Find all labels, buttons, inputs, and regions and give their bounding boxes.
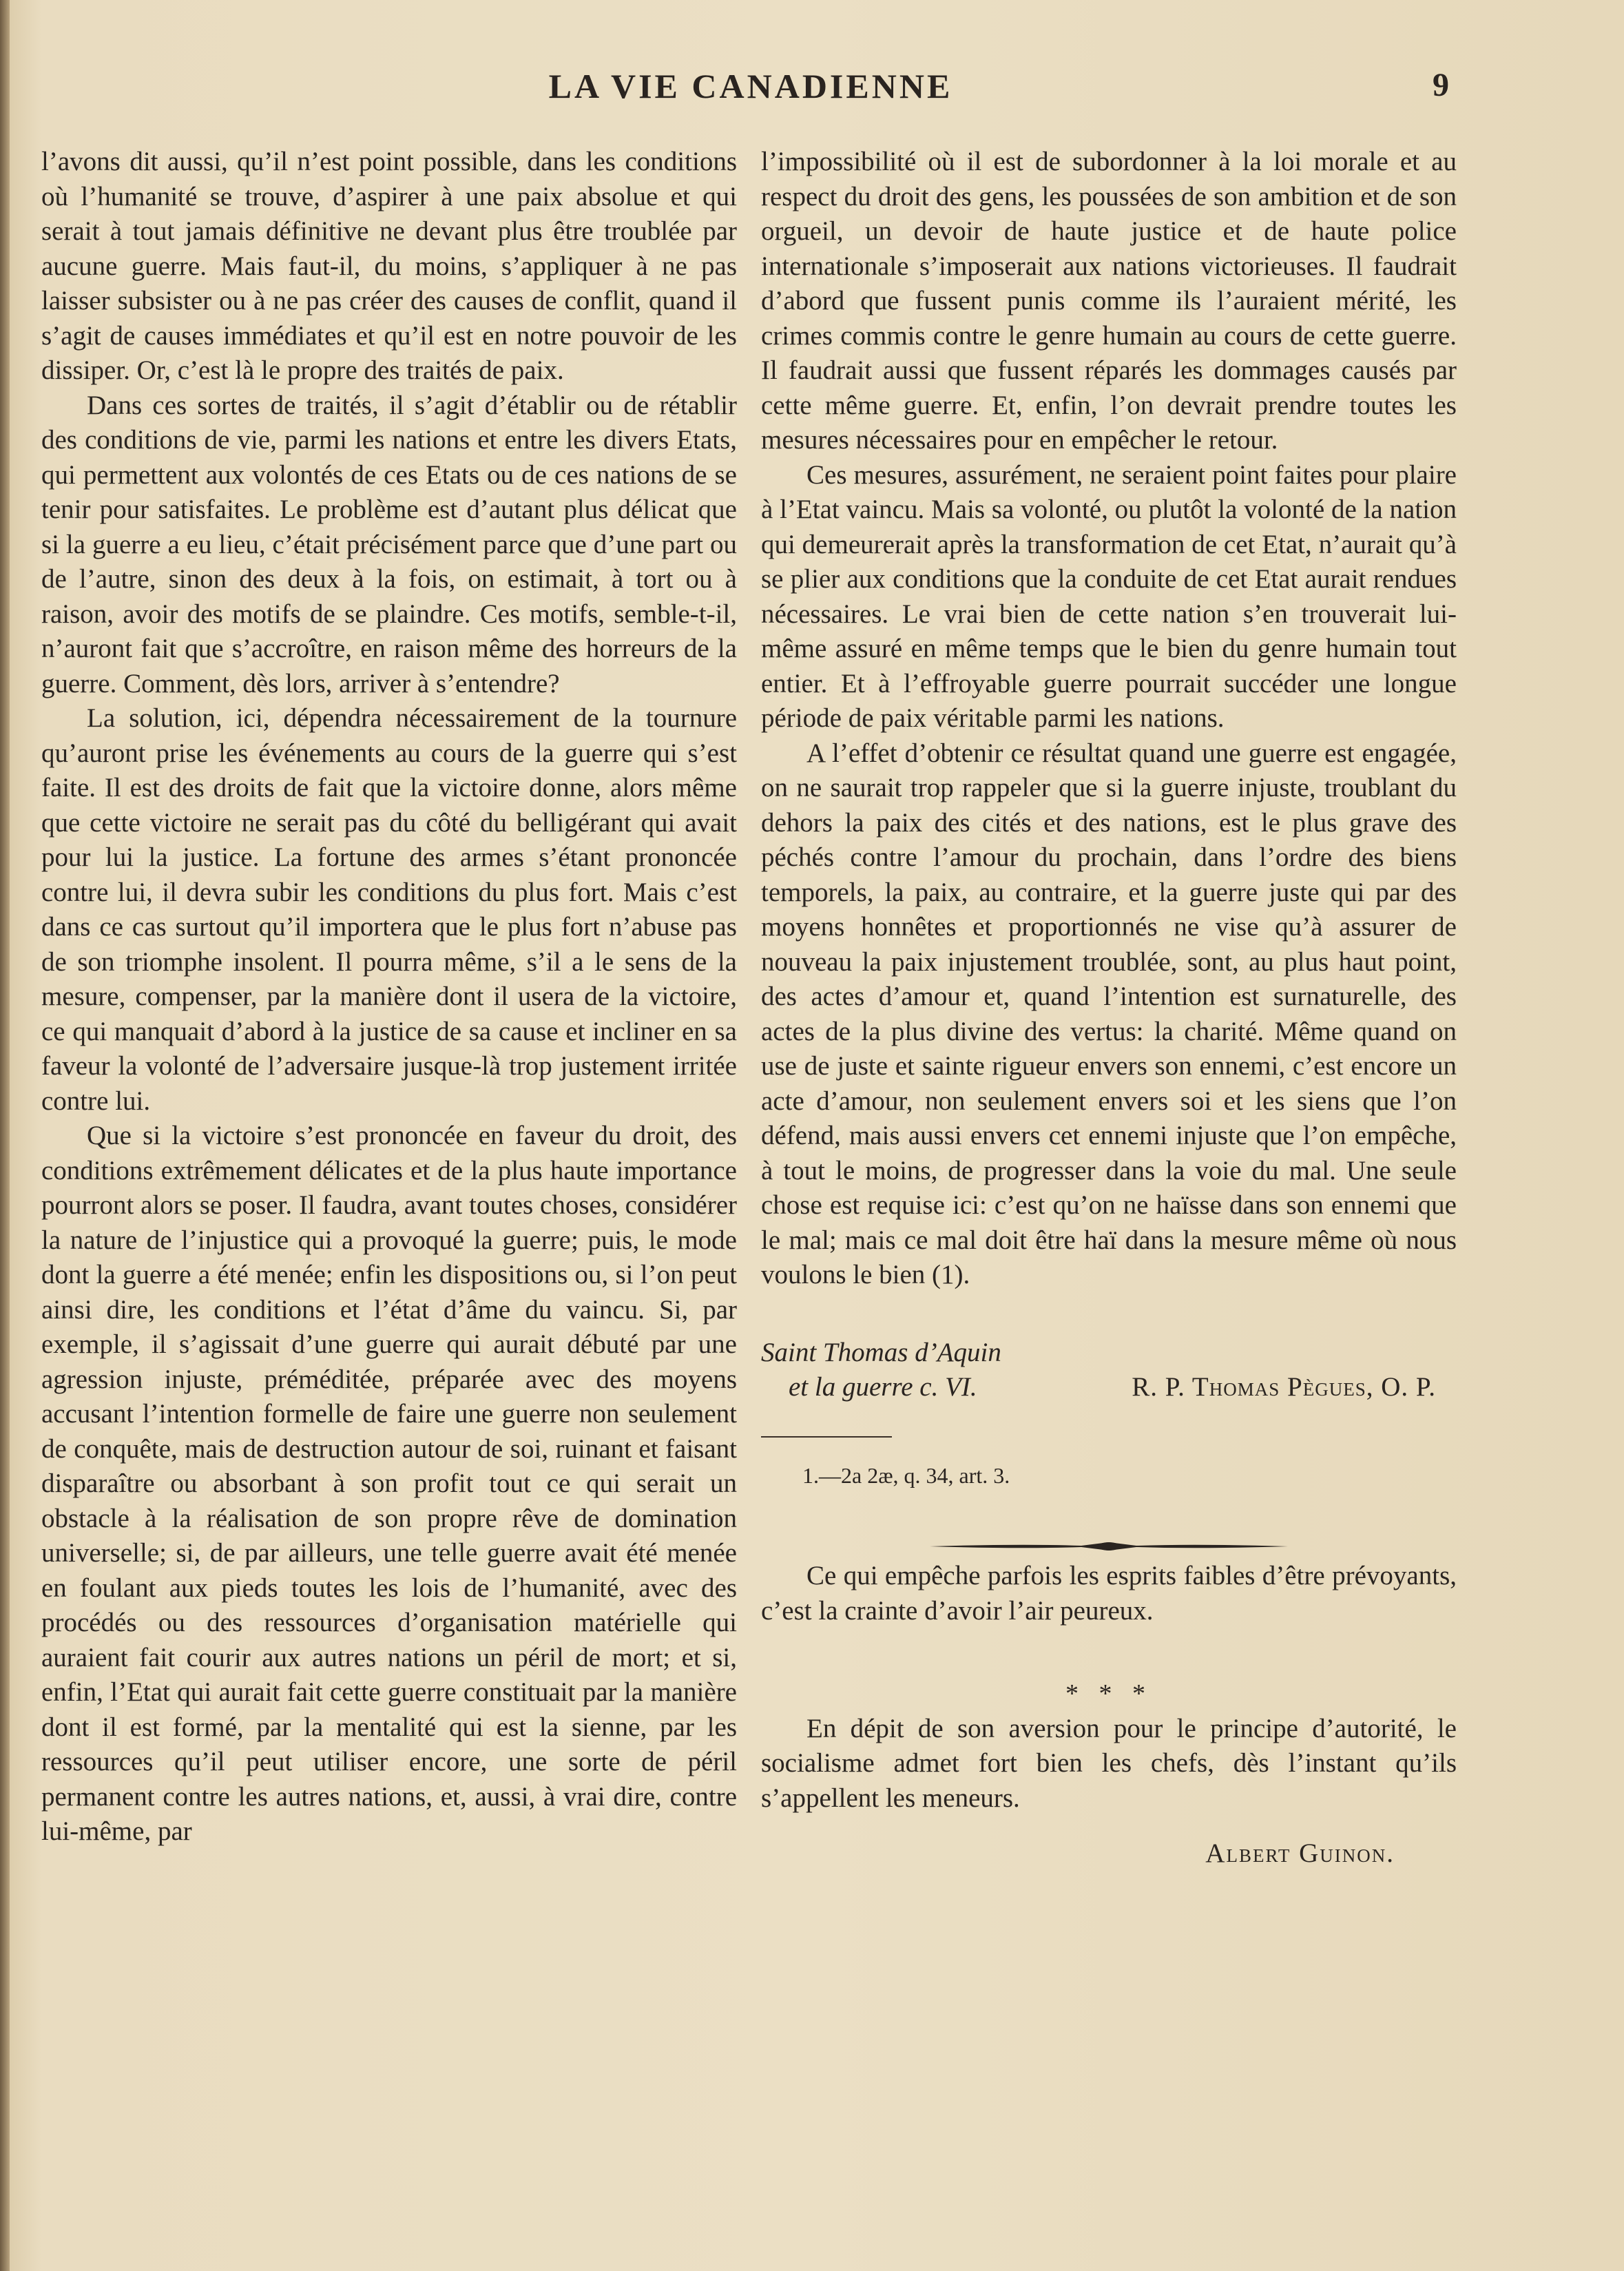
article-signature: [761, 1336, 1457, 1411]
section-asterism: * * *: [1065, 1679, 1152, 1708]
publication-title: LA VIE CANADIENNE: [548, 67, 953, 105]
source-line-1: Saint Thomas d’Aquin: [761, 1337, 1001, 1367]
ornamental-divider: [930, 1534, 1288, 1559]
paragraph: Ces mesures, assurément, ne seraient point faites pour plaire à l’Etat vaincu. Mais sa volonté, ou plutôt la volonté de la nation qui demeurerait après la transformation de cet Etat, n’aurait qu’à se plier aux conditions que la conduite de cet Etat aurait rendues nécessaires. Le vrai bien de cette nation s’en trouverait lui-même assuré en même temps que le bien du genre humain tout entier. Et à l’effroyable guerre pourrait succéder une longue période de paix véritable parmi les nations.: [761, 459, 1457, 733]
left-column: [41, 145, 737, 1849]
running-header: [0, 66, 1624, 121]
article-author: R. P. Thomas Pègues, O. P.: [1132, 1371, 1436, 1402]
source-reference: [761, 1336, 1001, 1404]
paragraph: A l’effet d’obtenir ce résultat quand une guerre est engagée, on ne saurait trop rappeler que si la guerre injuste, troublant du dehors la paix des cités et des nations, est le plus grave des péchés contre l’amour du prochain, dans l’ordre des biens temporels, la paix, au contraire, et la guerre juste qui par des moyens honnêtes et proportionnés ne vise qu’à assurer de nouveau la paix injustement troublée, sont, au plus haut point, des actes d’amour et, quand l’intention est surnaturelle, des actes de la plus divine des vertus: la charité. Même quand on use de juste et sainte rigueur envers son ennemi, c’est encore un acte d’amour, non seulement envers soi et les siens que l’on défend, mais aussi envers cet ennemi injuste que l’on empêche, à tout le moins, de progresser dans la voie du mal. Une seule chose est requise ici: c’est qu’on ne haïsse dans son ennemi que le mal; mais ce mal doit être haï dans la mesure même où nous voulons le bien (1).: [761, 738, 1457, 1289]
footnote-rule: [761, 1436, 892, 1438]
page-binding-edge: [0, 0, 10, 2271]
footnote: 1.—2a 2æ, q. 34, art. 3.: [802, 1462, 1010, 1488]
page-number: 9: [1433, 67, 1449, 103]
paragraph: l’avons dit aussi, qu’il n’est point possible, dans les conditions où l’humanité se trouve, d’aspirer à une paix absolue et qui serait à tout jamais définitive ne devant plus être troublée par aucune guerre. Mais faut-il, du moins, s’appliquer à ne pas laisser subsister ou à ne pas créer des causes de conflit, quand il s’agit de causes immédiates et qu’il est en notre pouvoir de les dissiper. Or, c’est là le propre des traités de paix.: [41, 147, 737, 385]
paragraph: Dans ces sortes de traités, il s’agit d’établir ou de rétablir des conditions de vie, parmi les nations et entre les divers Etats, qui permettent aux volontés de ces Etats ou de ces nations de se tenir pour satisfaites. Le problème est d’autant plus délicat que si la guerre a eu lieu, c’était précisément parce que d’une part ou de l’autre, sinon des deux à la fois, on estimait, à tort ou à raison, avoir des motifs de se plaindre. Ces motifs, semble-t-il, n’auront fait que s’accroître, en raison même des horreurs de la guerre. Comment, dès lors, arriver à s’entendre?: [41, 390, 737, 698]
right-column: [761, 145, 1457, 1871]
maxim: Ce qui empêche parfois les esprits faibles d’être prévoyants, c’est la crainte d’avoir l’air peureux.: [761, 1561, 1457, 1626]
maxim: En dépit de son aversion pour le principe d’autorité, le socialisme admet fort bien les chefs, dès l’instant qu’ils s’appellent les meneurs.: [761, 1713, 1457, 1813]
source-line-2: et la guerre c. VI.: [789, 1371, 977, 1402]
paragraph: La solution, ici, dépendra nécessairement de la tournure qu’auront prise les événements au cours de la guerre qui s’est faite. Il est des droits de fait que la victoire donne, alors même que cette victoire ne serait pas du côté du belligérant qui avait pour lui la justice. La fortune des armes s’étant prononcée contre lui, il devra subir les conditions du plus fort. Mais c’est dans ce cas surtout qu’il importera que le plus fort n’abuse pas de son triomphe insolent. Il pourra même, s’il a le sens de la mesure, compenser, par la manière dont il usera de la victoire, ce qui manquait d’abord à la justice de sa cause et incliner en sa faveur la volonté de l’adversaire jusque-là trop justement irritée contre lui.: [41, 703, 737, 1116]
paragraph: Que si la victoire s’est prononcée en faveur du droit, des conditions extrêmement délicates et de la plus haute importance pourront alors se poser. Il faudra, avant toutes choses, considérer la nature de l’injustice qui a provoqué la guerre; puis, le mode dont la guerre a été menée; enfin les dispositions ou, si l’on peut ainsi dire, les conditions et l’état d’âme du vaincu. Si, par exemple, il s’agissait d’une guerre qui aurait débuté par une agression injuste, préméditée, préparée avec des moyens accusant l’intention formelle de faire une guerre non seulement de conquête, mais de destruction autour de soi, ruinant et faisant disparaître ou absorbant à son profit tout ce qui serait un obstacle à la réalisation de son propre rêve de domination universelle; si, de par ailleurs, une telle guerre avait été menée en foulant aux pieds toutes les lois de l’humanité, avec des procédés ou des ressources d’organisation matérielle qui auraient fait courir aux autres nations un péril de mort; et si, enfin, l’Etat qui aurait fait cette guerre constituait par la manière dont il est formé, par la mentalité qui est la sienne, par les ressources qu’il peut utiliser encore, une sorte de péril permanent contre les autres nations, et, aussi, à vrai dire, contre lui-même, par: [41, 1121, 737, 1846]
maxim-author: Albert Guinon.: [1205, 1838, 1395, 1868]
paragraph: l’impossibilité où il est de subordonner à la loi morale et au respect du droit des gens, les poussées de son ambition et de son orgueil, un devoir de haute justice et de haute police internationale s’imposerait aux nations victorieuses. Il faudrait d’abord que fussent punis comme ils l’auraient mérité, les crimes commis contre le genre humain au cours de cette guerre. Il faudrait aussi que fussent réparés les dommages causés par cette même guerre. Et, enfin, l’on devrait prendre toutes les mesures nécessaires pour en empêcher le retour.: [761, 147, 1457, 455]
